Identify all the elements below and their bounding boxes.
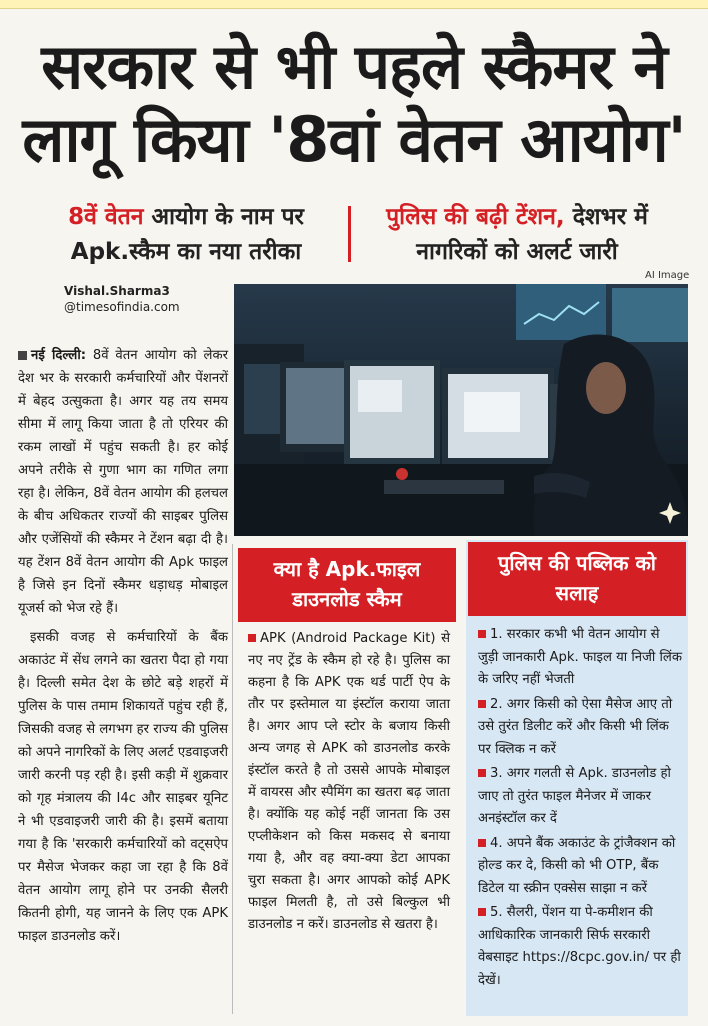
story-paragraph-2: इसकी वजह से कर्मचारियों के बैंक अकाउंट में सेंध लगने का खतरा पैदा हो गया है। दिल्ली समेत देश के छोटे बड़े शहरों में पुलिस के पास तमाम शिकायतें पहुंच रही हैं, जिसकी वजह से लगभग हर राज्य की पुलिस को अपने नागरिकों के लिए अलर्ट एडवाइजरी जारी करनी पड़ रही है। इसी कड़ी में शुक्रवार को गृह मंत्रालय की I4c और साइबर यूनिट ने भी एडवाइजरी जारी की है। इसमें बताया गया है कि 'सरकारी कर्मचारियों को वट्सऐप पर मैसेज भेजकर कहा जा रहा है कि 8वें वेतन आयोग लागू होने पर उनकी सैलरी कितनी होगी, यह जानने के लिए एक APK फाइल डाउनलोड करें।	[18, 630, 228, 944]
byline	[64, 283, 180, 315]
wall-screen-2	[612, 288, 688, 342]
red-bullet-icon	[478, 700, 486, 708]
headline-line-1: सरकार से भी पहले स्कैमर ने	[41, 30, 667, 103]
hacker-illustration	[234, 284, 688, 536]
subhead-right-red: पुलिस की बढ़ी टेंशन,	[386, 204, 565, 230]
headline	[0, 30, 708, 176]
wall-screen-1	[516, 284, 606, 340]
subhead-right-text: देशभर में	[564, 204, 648, 230]
keyboard	[384, 480, 504, 494]
advice-item	[478, 763, 682, 831]
face	[586, 362, 626, 414]
subhead-right	[358, 200, 676, 270]
byline-author: Vishal.Sharma3	[64, 284, 170, 298]
red-bullet-icon	[478, 908, 486, 916]
red-bullet-icon	[478, 630, 486, 638]
advice-item	[478, 624, 682, 692]
advice-item-text: 4. अपने बैंक अकाउंट के ट्रांजैक्शन को होल्ड कर दे, किसी को भी OTP, बैंक डिटेल या स्क्रीन एक्सेस साझा न करें	[478, 835, 676, 896]
advice-item-text: 5. सैलरी, पेंशन या पे-कमीशन की आधिकारिक जानकारी सिर्फ सरकारी वेबसाइट https://8cpc.gov.in/ पर ही देखें।	[478, 905, 681, 988]
subhead-left-red: 8वें वेतन	[68, 204, 144, 230]
column-divider	[232, 544, 233, 1014]
advice-item	[478, 902, 682, 992]
red-bullet-icon	[248, 634, 256, 642]
story-paragraph-1	[18, 344, 228, 620]
bullet-square-icon	[18, 351, 27, 360]
advice-item	[478, 833, 682, 901]
dateline: नई दिल्ली:	[31, 348, 87, 363]
red-bullet-icon	[478, 769, 486, 777]
apk-box-title: क्या है Apk.फाइल डाउनलोड स्कैम	[238, 548, 456, 622]
hacker-photo	[234, 284, 688, 536]
subhead-left	[30, 200, 342, 270]
subhead-right-line2: नागरिकों को अलर्ट जारी	[416, 239, 618, 265]
apk-box-text: APK (Android Package Kit) से नए नए ट्रेंड के स्कैम हो रहे है। पुलिस का कहना है कि APK एक थर्ड पार्टी ऐप के तौर पर इस्तेमाल या इंस्टॉल कराया जाता है। अगर आप प्ले स्टोर के बजाय किसी अन्य जगह से APK को डाउनलोड करके इंस्टॉल करते है तो उससे आपके मोबाइल में वायरस और स्पैमिंग का खतरा बढ़ जाता है। क्योंकि यह कोई नहीं जानता कि उस एप्लीकेशन को किस मकसद से बनाया गया है, और वह क्या-क्या डेटा आपका चुरा सकता है। अगर आपको कोई APK फाइल मिलती है, तो उसे बिल्कुल भी डाउनलोड न करें। डाउनलोड से खतरा है।	[248, 631, 450, 932]
ai-image-label: AI Image	[645, 270, 690, 281]
police-advice-box	[466, 540, 688, 1016]
top-strip	[0, 0, 708, 9]
advice-box-title: पुलिस की पब्लिक को सलाह	[468, 542, 686, 616]
advice-item-text: 3. अगर गलती से Apk. डाउनलोड हो जाए तो तुरंत फाइल मैनेजर में जाकर अनइंस्टॉल कर दें	[478, 766, 671, 826]
advice-list	[466, 618, 688, 992]
advice-item	[478, 694, 682, 762]
subhead-left-text: आयोग के नाम पर	[143, 204, 304, 230]
advice-item-text: 1. सरकार कभी भी वेतन आयोग से जुड़ी जानकारी Apk. फाइल या निजी लिंक के जरिए नहीं भेजती	[478, 627, 682, 687]
headline-line-2: लागू किया '8वां वेतन आयोग'	[22, 103, 686, 176]
subhead-left-line2: Apk.स्कैम का नया तरीका	[70, 239, 302, 265]
byline-outlet: @timesofindia.com	[64, 300, 180, 314]
subhead-divider	[348, 206, 351, 262]
apk-scam-box	[238, 548, 456, 1016]
advice-item-text: 2. अगर किसी को ऐसा मैसेज आए तो उसे तुरंत डिलीट करें और किसी भी लिंक पर क्लिक न करें	[478, 696, 673, 757]
story-text-1: 8वें वेतन आयोग को लेकर देश भर के सरकारी कर्मचारियों और पेंशनरों में बेहद उत्सुकता है। अगर यह तय समय सीमा में लागू किया जाता है तो एरियर की रकम लाखों में पहुंच सकती है। हर कोई अपने तरीके से गुणा भाग का गणित लगा रहा है। लेकिन, 8वें वेतन आयोग की हलचल के बीच अधिकतर राज्यों की साइबर पुलिस और एजेंसियों की स्कैमर ने टेंशन बढ़ा दी है। यह टेंशन 8वें वेतन आयोग की Apk फाइल है जिसे इन दिनों स्कैमर धड़ाधड़ मोबाइल यूजर्स को भेज रहे हैं।	[18, 348, 228, 616]
red-bullet-icon	[478, 839, 486, 847]
apk-box-body	[238, 622, 456, 936]
main-story	[18, 344, 228, 1014]
